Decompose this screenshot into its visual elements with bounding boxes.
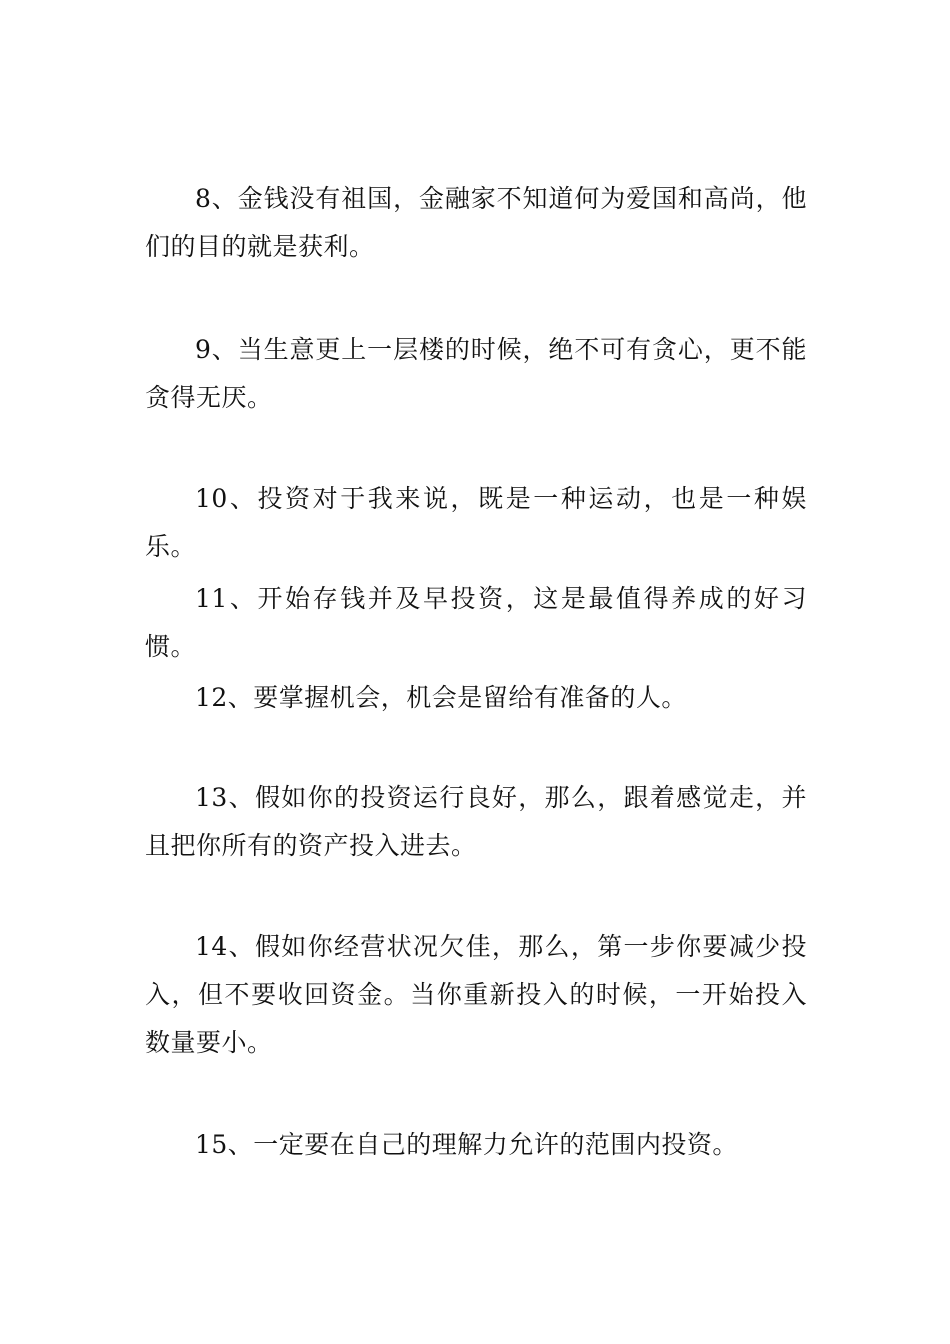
paragraph-15: 15、一定要在自己的理解力允许的范围内投资。 [195, 1130, 738, 1159]
paragraph-10: 10、投资对于我来说，既是一种运动，也是一种娱乐。 [145, 484, 807, 561]
paragraph-9: 9、当生意更上一层楼的时候，绝不可有贪心，更不能贪得无厌。 [145, 335, 807, 412]
paragraph-14: 14、假如你经营状况欠佳，那么，第一步你要减少投入，但不要收回资金。当你重新投入的时候，一开始投入数量要小。 [145, 932, 807, 1057]
paragraph-8: 8、金钱没有祖国，金融家不知道何为爱国和高尚，他们的目的就是获利。 [145, 184, 807, 261]
paragraph-11: 11、开始存钱并及早投资，这是最值得养成的好习惯。 [145, 584, 807, 661]
paragraph-13: 13、假如你的投资运行良好，那么，跟着感觉走，并且把你所有的资产投入进去。 [145, 783, 807, 860]
paragraph-12: 12、要掌握机会，机会是留给有准备的人。 [195, 683, 687, 712]
